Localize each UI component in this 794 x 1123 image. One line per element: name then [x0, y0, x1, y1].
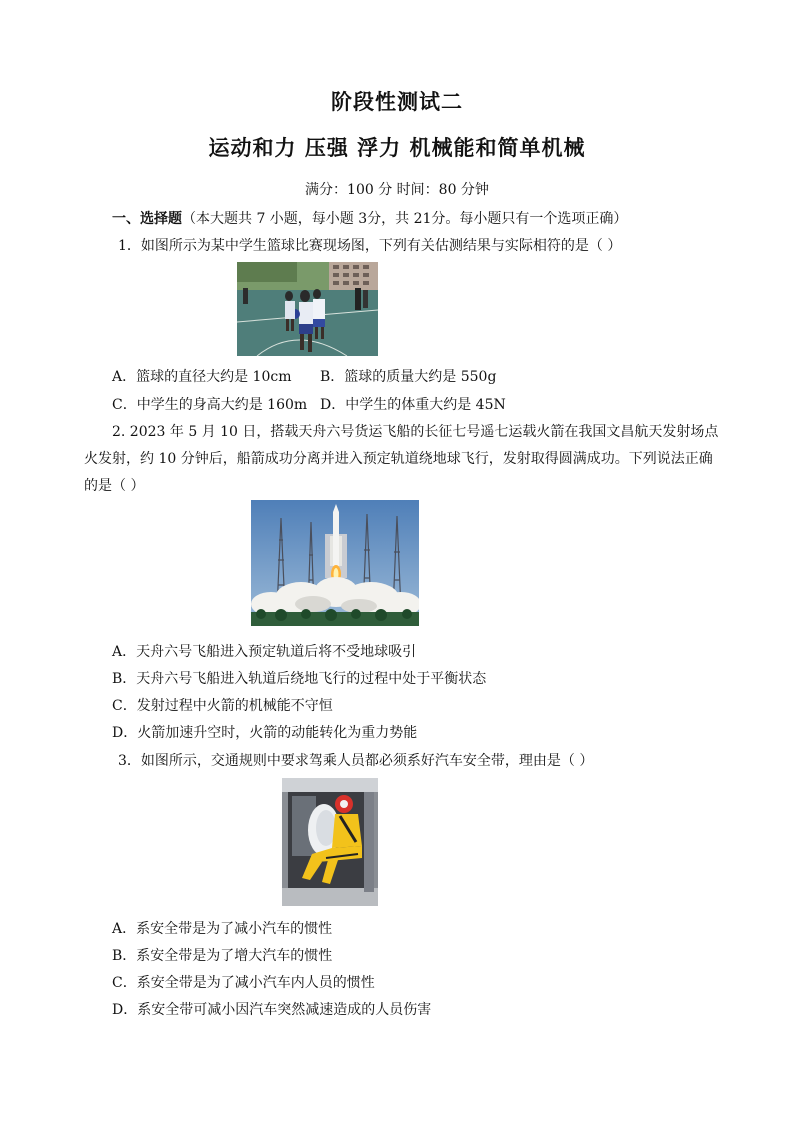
section-header [112, 208, 627, 228]
section-heading: 一、选择题 [112, 211, 182, 227]
question-2-stem-line-1: 2. 2023 年 5 月 10 日，搭载天舟六号货运飞船的长征七号遥七运载火箭在我国文昌航天发射场点 [112, 424, 719, 440]
question-2-option-c: C．发射过程中火箭的机械能不守恒 [112, 698, 333, 714]
exam-meta: 满分：100 分 时间：80 分钟 [305, 182, 489, 198]
rocket-launch-photo [251, 500, 419, 626]
page-subtitle: 运动和力 压强 浮力 机械能和简单机械 [208, 135, 586, 160]
question-2-option-a: A．天舟六号飞船进入预定轨道后将不受地球吸引 [112, 644, 417, 660]
question-3-option-a: A．系安全带是为了减小汽车的惯性 [112, 921, 333, 937]
question-3-stem: 3．如图所示，交通规则中要求驾乘人员都必须系好汽车安全带，理由是（ ） [118, 753, 594, 769]
question-1-option-b: B．篮球的质量大约是 550g [320, 369, 497, 385]
seatbelt-crash-test-photo [282, 778, 378, 906]
question-2-stem-line-3: 的是（ ） [84, 478, 145, 494]
question-2-option-b: B．天舟六号飞船进入轨道后绕地飞行的过程中处于平衡状态 [112, 671, 487, 687]
question-1-option-d: D．中学生的体重大约是 45N [320, 397, 506, 413]
question-2-option-d: D．火箭加速升空时，火箭的动能转化为重力势能 [112, 725, 418, 741]
question-1-option-c: C．中学生的身高大约是 160m [112, 397, 308, 413]
question-2-stem-line-2: 火发射，约 10 分钟后，船箭成功分离并进入预定轨道绕地球飞行，发射取得圆满成功。下列说法正确 [84, 451, 713, 467]
question-1-stem: 1．如图所示为某中学生篮球比赛现场图，下列有关估测结果与实际相符的是（ ） [118, 238, 622, 254]
question-3-option-d: D．系安全带可减小因汽车突然减速造成的人员伤害 [112, 1002, 432, 1018]
page-title: 阶段性测试二 [331, 89, 463, 114]
section-instructions: （本大题共 7 小题，每小题 3分，共 21分。每小题只有一个选项正确） [182, 211, 628, 227]
question-3-option-c: C．系安全带是为了减小汽车内人员的惯性 [112, 975, 375, 991]
question-1-option-a: A．篮球的直径大约是 10cm [112, 369, 292, 385]
question-3-option-b: B．系安全带是为了增大汽车的惯性 [112, 948, 333, 964]
basketball-game-photo [237, 262, 378, 356]
